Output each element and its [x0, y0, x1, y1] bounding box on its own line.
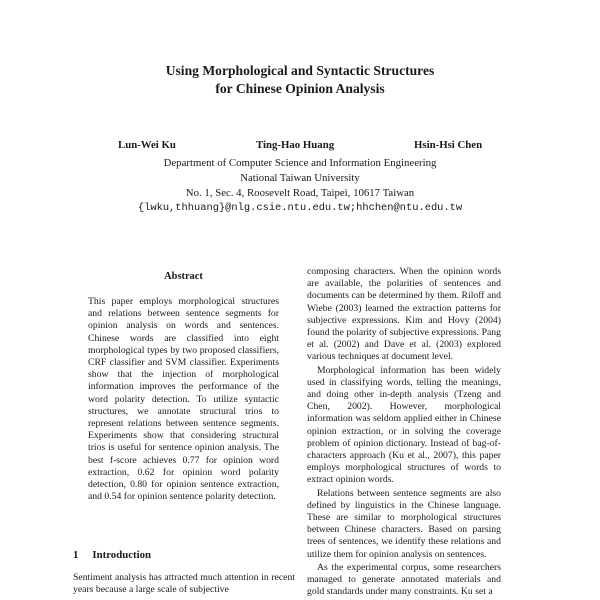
title-line-1: Using Morphological and Syntactic Structures — [165, 63, 435, 78]
right-paragraph-4: As the experimental corpus, some researchers managed to generate annotated materials and gold standards under many constraints. Ku set a — [307, 561, 501, 598]
affiliation-department: Department of Computer Science and Information Engineering — [163, 157, 437, 169]
section-heading-introduction — [73, 549, 151, 561]
abstract-text: This paper employs morphological structures and relations between sentence segments for opinion analysis on words and sentences. Chinese words are classified into eight morphological types by two proposed classifiers, CRF classifier and SVM classifier. Experiments show that the injection of morphological information improves the performance of the word polarity detection. To utilize syntactic structures, we annotate structural trios to represent relations between sentence segments. Experiments show that considering structural trios is useful for sentence opinion analysis. The best f-score achieves 0.77 for opinion word extraction, 0.62 for opinion word polarity detection, 0.80 for opinion sentence extraction, and 0.54 for opinion sentence polarity detection. — [88, 296, 279, 503]
section-title: Introduction — [92, 549, 152, 561]
affiliation-address: No. 1, Sec. 4, Roosevelt Road, Taipei, 10617 Taiwan — [185, 187, 415, 199]
title-line-2: for Chinese Opinion Analysis — [215, 81, 385, 96]
right-paragraph-1: composing characters. When the opinion words are available, the polarities of sentences and documents can be determined by them. Riloff and Wiebe (2003) learned the extraction patterns for subjective expressions. Kim and Hovy (2004) found the polarity of subjective expressions. Pang et al. (2002) and Dave et al. (2003) explored various techniques at document level. — [307, 266, 501, 363]
affiliation — [0, 156, 600, 216]
section-number: 1 — [73, 549, 79, 561]
right-paragraph-3: Relations between sentence segments are also defined by linguistics in the Chinese language. These are similar to morphological structures between Chinese characters. Based on parsing trees of sentences, we identify these relations and utilize them for opinion analysis on sentences. — [307, 487, 501, 560]
right-paragraph-2: Morphological information has been widely used in classifying words, telling the meanings, and doing other in-depth analysis (Tzeng and Chen, 2002). However, morphological information was seldom applied either in Chinese opinion extraction, or in solving the coverage problem of opinion dictionary. Instead of bag-of-characters approach (Ku et al., 2007), this paper employs morphological structures of words to extract opinion words. — [307, 364, 501, 486]
introduction-text: Sentiment analysis has attracted much attention in recent years because a large scale of subjective — [73, 572, 295, 596]
affiliation-university: National Taiwan University — [240, 172, 360, 184]
paper-title — [0, 62, 600, 98]
affiliation-emails: {lwku,thhuang}@nlg.csie.ntu.edu.tw;hhchen@ntu.edu.tw — [137, 202, 463, 214]
right-column — [307, 266, 501, 598]
author-3: Hsin-Hsi Chen — [414, 139, 483, 151]
author-2: Ting-Hao Huang — [256, 139, 335, 151]
author-1: Lun-Wei Ku — [118, 139, 176, 151]
abstract-heading: Abstract — [164, 271, 203, 282]
